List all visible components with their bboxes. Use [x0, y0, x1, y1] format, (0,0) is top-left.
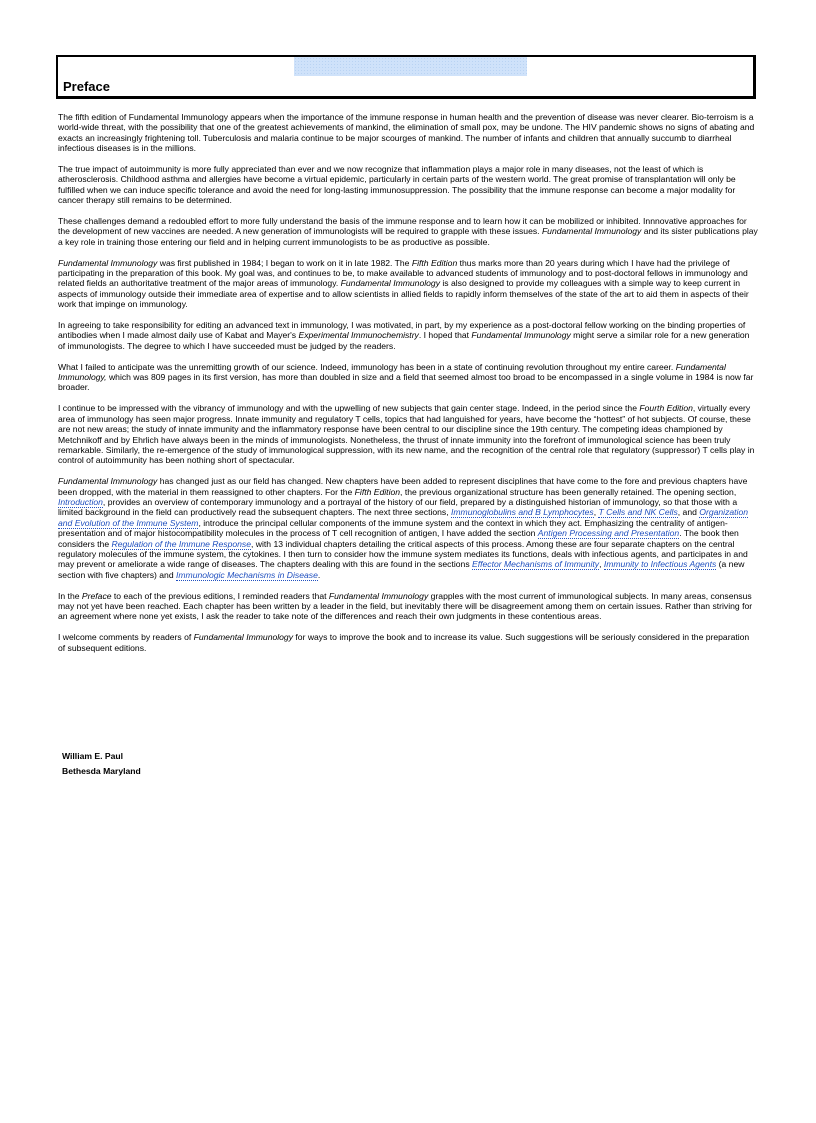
book-title: Fundamental Immunology: [193, 632, 294, 643]
link-t-cells-nk-cells[interactable]: T Cells and NK Cells: [598, 507, 678, 518]
paragraph-10: I welcome comments by readers of Fundamental Immunology for ways to improve the book and to increase its value. Such suggestions will be seriously considered in the preparation of subsequent editions.: [58, 632, 750, 653]
author-name: William E. Paul: [62, 751, 124, 761]
link-immunity-infectious-agents[interactable]: Immunity to Infectious Agents: [603, 559, 717, 570]
paragraph-7: I continue to be impressed with the vibrancy of immunology and with the upwelling of new subjects that gain center stage. Indeed, in the period since the Fourth Edition, virtually every area of immunology has seen major progress. Innate immunity and regulatory T cells, topics that had languished for years, have become the “hottest” of hot subjects. Of course, these are not new areas; the study of innate immunity and the inflammatory response have been central to our discipline since the 19th century. The competing ideas championed by Metchnikoff and by Ehrlich have always been in the minds of immunologists. Nonetheless, the thrust of innate immunity into the forefront of immunological science has been truly remarkable. Similarly, the re-emergence of the study of immunological suppression, with its new name, and the recognition of the central role that regulatory (suppressor) T cells play in control of autoimmunity has been nothing short of spectacular.: [58, 403, 755, 466]
paragraph-6: What I failed to anticipate was the unremitting growth of our science. Indeed, immunology has been in a state of continuing revolution throughout my entire career. Fundamental Immunology, which was 809 pages in its first version, has more than doubled in size and a field that seemed almost too broad to be encompassed in a single volume in 1984 is now far broader.: [58, 361, 754, 393]
link-organization-evolution[interactable]: Organization and Evolution of the Immune System: [58, 507, 749, 528]
book-title: Fundamental Immunology: [471, 330, 571, 341]
paragraph-8: Fundamental Immunology has changed just as our field has changed. New chapters have been added to represent disciplines that have come to the fore and previous chapters have been dropped, with the material in them reassigned to other chapters. For the Fifth Edition, the previous organizational structure has been generally retained. The opening section, Introduction, provides an overview of contemporary immunology and a portrayal of the history of our field, prepared by a distinguished historian of immunology, so that those with a limited background in the field can productively read the subsequent chapters. The next three sections, Immunoglobulins and B Lymphocytes, T Cells and NK Cells, and Organization and Evolution of the Immune System, introduce the principal cellular components of the immune system and the context in which they act. Emphasizing the centrality of antigen-presentation and of major histocompatibility molecules in the process of T cell recognition of antigen, I have added the section Antigen Processing and Presentation. The book then considers the Regulation of the Immune Response, with 13 individual chapters detailing the critical aspects of this process. Among these are four separate chapters on the central regulatory molecules of the immune system, the cytokines. I then turn to consider how the immune system mediates its functions, deals with infectious agents, and participates in and may prevent or ameliorate a wide range of diseases. The chapters dealing with this are found in the sections Effector Mechanisms of Immunity, Immunity to Infectious Agents (a new section with five chapters) and Immunologic Mechanisms in Disease.: [58, 476, 749, 580]
signature: [62, 749, 141, 779]
book-title: Fundamental Immunology: [58, 476, 158, 487]
preface-body: [58, 112, 758, 663]
link-immunoglobulins-b-lymphocytes[interactable]: Immunoglobulins and B Lymphocytes: [451, 507, 594, 518]
link-regulation-immune-response[interactable]: Regulation of the Immune Response: [111, 538, 252, 549]
page-title: Preface: [63, 79, 110, 94]
book-title: Fundamental Immunology: [340, 278, 440, 289]
header-banner: [294, 57, 527, 76]
paragraph-4: Fundamental Immunology was first published in 1984; I began to work on it in late 1982. The Fifth Edition thus marks more than 20 years during which I have had the privilege of participating in the preparation of this book. My goal was, and continues to be, to make available to advanced students of immunology and to post-doctoral fellows in immunology and related fields an authoritative treatment of the major areas of immunology. Fundamental Immunology is also designed to provide my colleagues with a simple way to keep current in aspects of immunology outside their immediate area of expertise and to allow scientists in allied fields to rapidly inform themselves of the state of the art to aid them in aspects of their work that impinge on immunology.: [58, 257, 749, 310]
paragraph-5: In agreeing to take responsibility for editing an advanced text in immunology, I was motivated, in part, by my experience as a post-doctoral fellow working on the binding properties of antibodies when I made almost daily use of Kabat and Mayer's Experimental Immunochemistry. I hoped that Fundamental Immunology might serve a similar role for a new generation of immunologists. The degree to which I have succeeded must be judged by the readers.: [58, 320, 750, 351]
paragraph-9: In the Preface to each of the previous editions, I reminded readers that Fundamental Immunology grapples with the most current of immunological subjects. In many areas, consensus may not yet have been reached. Each chapter has been written by a leader in the field, but inevitably there will be disagreement among them on certain issues. Rather than striving for an agreement where none yet exists, I ask the reader to take note of the differences and reach their own judgments in these contentious areas.: [58, 590, 753, 622]
link-introduction[interactable]: Introduction: [58, 496, 103, 507]
paragraph-2: The true impact of autoimmunity is more fully appreciated than ever and we now recognize that inflammation plays a major role in many diseases, not the least of which is atherosclerosis. Childhood asthma and allergies have become a virtual epidemic, particularly in certain parts of the western world. The great promise of transplantation will only be fulfilled when we can induce specific tolerance and avoid the need for long-lasting immunosuppression. The possibility that the immune response can become a major modality for cancer therapy still remains to be determined.: [58, 164, 736, 206]
preface-header: [56, 55, 756, 99]
book-title: Fundamental Immunology,: [58, 361, 726, 383]
paragraph-3: These challenges demand a redoubled effort to more fully understand the basis of the immune response and to learn how it can be mobilized or inhibited. Innnovative approaches for the development of new vaccines are needed. A new generation of immunologists will be required to grapple with these issues. Fundamental Immunology and its sister publications play a key role in training those entering our field and in helping current immunologists to be as productive as possible.: [58, 216, 758, 247]
author-location: Bethesda Maryland: [62, 766, 141, 776]
paragraph-1: The fifth edition of Fundamental Immunology appears when the importance of the immune response in human health and the prevention of disease was never clearer. Bio-terroism is a world-wide threat, with the possibility that one of the greatest achievements of mankind, the elimination of small pox, may be undone. The HIV pandemic shows no signs of abating and exacts an increasingly frightening toll. Tuberculosis and malaria continue to be major scourges of mankind. The number of infants and children that annually succumb to diarrheal infectious diseases is in the millions.: [58, 112, 755, 154]
book-title: Fundamental Immunology: [541, 226, 642, 237]
link-immunologic-mechanisms-disease[interactable]: Immunologic Mechanisms in Disease: [176, 569, 318, 580]
book-title: Fundamental Immunology: [58, 257, 158, 268]
link-effector-mechanisms[interactable]: Effector Mechanisms of Immunity: [472, 559, 600, 570]
book-title: Fundamental Immunology: [328, 590, 429, 601]
link-antigen-processing[interactable]: Antigen Processing and Presentation: [537, 528, 680, 539]
